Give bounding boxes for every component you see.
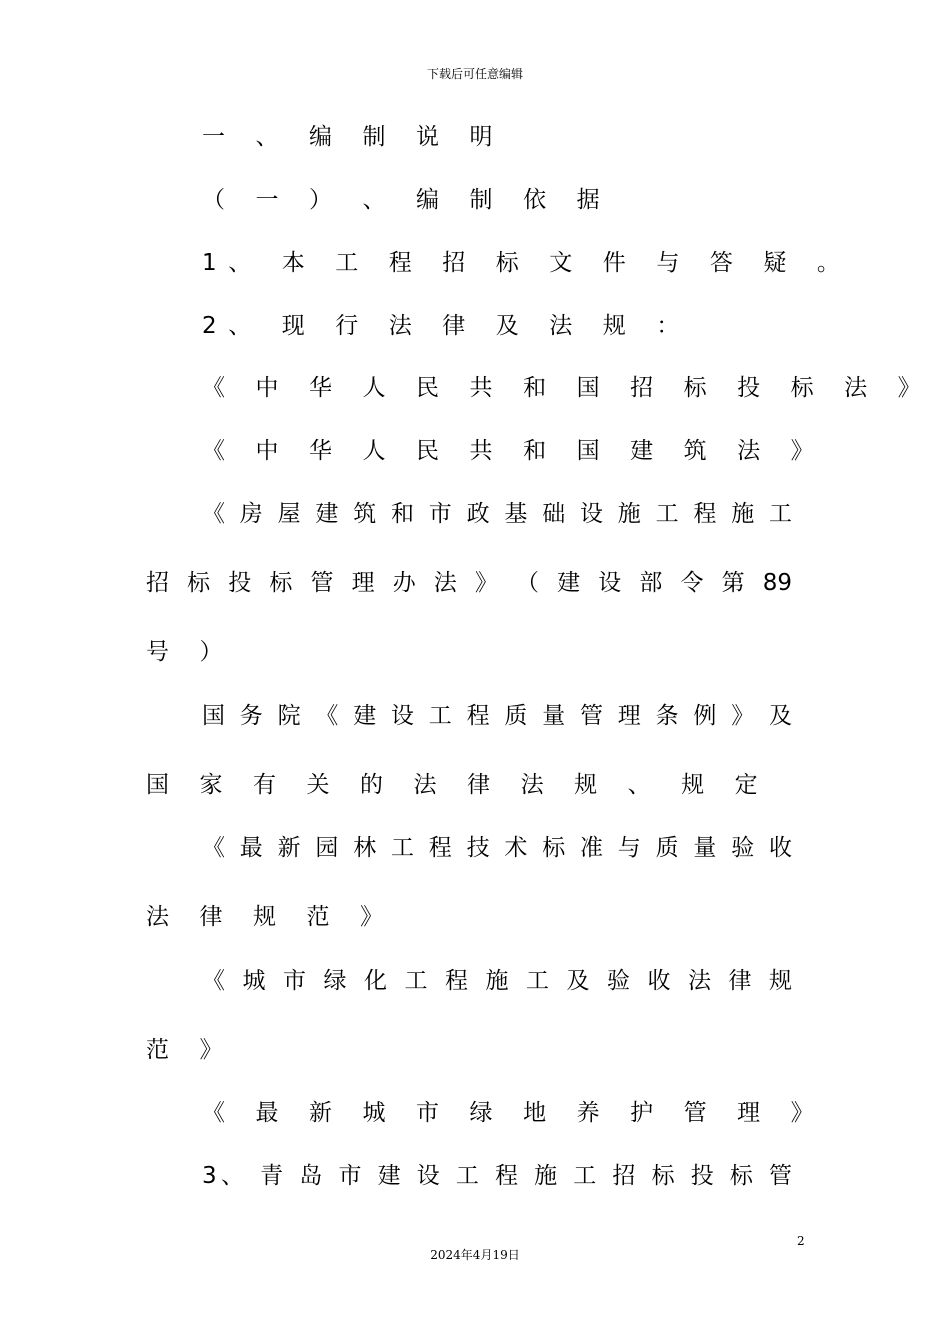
law-title: 《 中 华 人 民 共 和 国 建 筑 法 》 xyxy=(202,438,826,464)
standard-line: 范 》 xyxy=(146,1037,235,1063)
list-item-1: 1、 本 工 程 招 标 文 件 与 答 疑 。 xyxy=(202,250,852,276)
standard-line: 法 律 规 范 》 xyxy=(146,904,395,930)
standard-line: 《 最 新 城 市 绿 地 养 护 管 理 》 xyxy=(202,1100,826,1126)
regulation-line: 《 房 屋 建 筑 和 市 政 基 础 设 施 工 程 施 工 xyxy=(202,501,792,527)
regulation-line: 国 家 有 关 的 法 律 法 规 、 规 定 xyxy=(146,772,770,798)
subsection-heading: （ 一 ） 、 编 制 依 据 xyxy=(202,187,612,213)
page-number: 2 xyxy=(797,1234,805,1248)
regulation-line: 号 ） xyxy=(146,639,235,665)
law-title: 《 中 华 人 民 共 和 国 招 标 投 标 法 》 xyxy=(202,375,933,401)
standard-line: 《 最 新 园 林 工 程 技 术 标 准 与 质 量 验 收 xyxy=(202,835,792,861)
page-header: 下载后可任意编辑 xyxy=(426,67,523,81)
section-heading: 一 、 编 制 说 明 xyxy=(202,124,505,150)
footer-date: 2024年4月19日 xyxy=(430,1248,520,1262)
regulation-line: 招 标 投 标 管 理 办 法 》 （ 建 设 部 令 第 89 xyxy=(146,570,792,596)
list-item-3: 3、 青 岛 市 建 设 工 程 施 工 招 标 投 标 管 xyxy=(202,1163,792,1189)
regulation-line: 国 务 院 《 建 设 工 程 质 量 管 理 条 例 》 及 xyxy=(202,703,792,729)
standard-line: 《 城 市 绿 化 工 程 施 工 及 验 收 法 律 规 xyxy=(202,968,792,994)
list-item-2: 2、 现 行 法 律 及 法 规 ： xyxy=(202,313,691,339)
